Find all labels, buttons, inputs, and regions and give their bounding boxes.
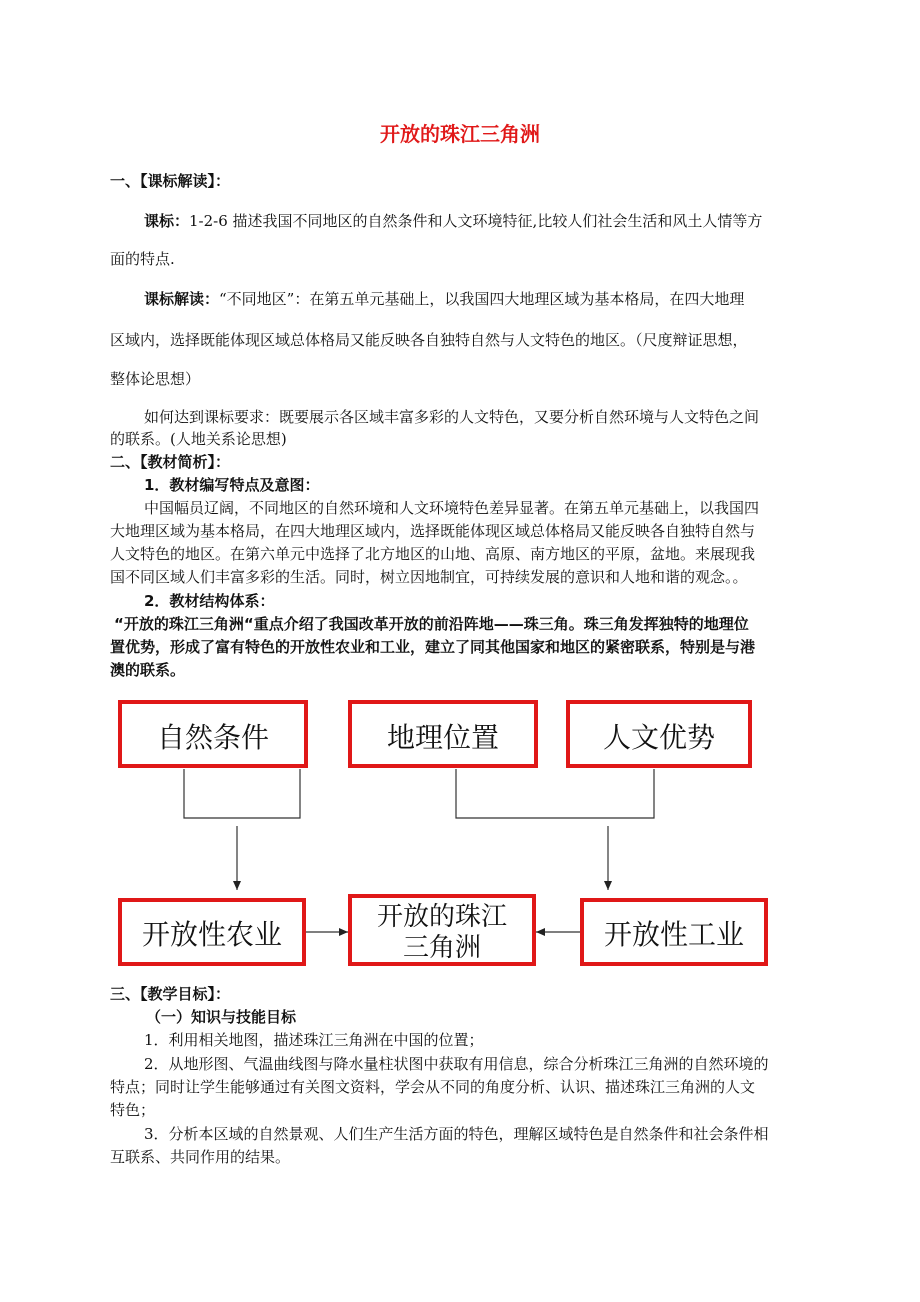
- goal-2-line-2: 特点；同时让学生能够通过有关图文资料，学会从不同的角度分析、认识、描述珠江三角洲的人文: [110, 1078, 756, 1096]
- section-3-heading: 三、【教学目标】：: [110, 985, 231, 1003]
- standard-label: 课标：: [144, 212, 190, 230]
- goal-3-line-2: 互联系、共同作用的结果。: [110, 1148, 291, 1166]
- box-center-label-line-2: 三角洲: [402, 933, 482, 963]
- box-open-industry-label: 开放性工业: [603, 918, 745, 951]
- structure-line-3: 澳的联系。: [110, 661, 186, 679]
- box-open-agriculture-label: 开放性农业: [141, 918, 283, 951]
- interpretation-text-1: “不同地区”：在第五单元基础上，以我国四大地理区域为基本格局，在四大地理: [219, 290, 745, 308]
- page-title: 开放的珠江三角洲: [380, 122, 540, 146]
- analysis-line-1: 中国幅员辽阔，不同地区的自然环境和人文环境特色差异显著。在第五单元基础上，以我国四: [144, 499, 760, 517]
- section-2-heading: 二、【教材简析】：: [110, 453, 231, 471]
- goal-2-line-1: 2．从地形图、气温曲线图与降水量柱状图中获取有用信息，综合分析珠江三角洲的自然环境的: [144, 1055, 769, 1073]
- standard-text-1: 1-2-6 描述我国不同地区的自然条件和人文环境特征,比较人们社会生活和风土人情等方: [189, 212, 763, 230]
- requirement-line-2: 的联系。(人地关系论思想): [110, 430, 287, 448]
- box-cultural-advantage-label: 人文优势: [602, 721, 716, 754]
- structure-line-1: “开放的珠江三角洲“重点介绍了我国改革开放的前沿阵地——珠三角。珠三角发挥独特的地理位: [114, 615, 749, 633]
- goal-2-line-3: 特色；: [110, 1101, 156, 1119]
- standard-line-2: 面的特点.: [110, 250, 175, 268]
- box-center-label-line-1: 开放的珠江: [376, 902, 508, 932]
- interpretation-line-2: 区域内，选择既能体现区域总体格局又能反映各自独特自然与人文特色的地区。（尺度辩证思想，: [110, 331, 748, 349]
- subsection-3-1-heading: （一）知识与技能目标: [146, 1008, 297, 1026]
- interpretation-line-3: 整体论思想）: [110, 370, 201, 388]
- analysis-line-4: 国不同区域人们丰富多彩的生活。同时，树立因地制宜，可持续发展的意识和人地和谐的观念。。: [110, 568, 748, 586]
- goal-3-line-1: 3．分析本区域的自然景观、人们生产生活方面的特色，理解区域特色是自然条件和社会条件相: [144, 1125, 769, 1143]
- interpretation-label: 课标解读：: [144, 290, 220, 308]
- box-natural-conditions-label: 自然条件: [156, 721, 270, 754]
- goal-1-line-1: 1．利用相关地图，描述珠江三角洲在中国的位置；: [144, 1031, 484, 1049]
- structure-line-2: 置优势，形成了富有特色的开放性农业和工业，建立了同其他国家和地区的紧密联系，特别是与港: [110, 638, 756, 656]
- requirement-line-1: 如何达到课标要求：既要展示各区域丰富多彩的人文特色，又要分析自然环境与人文特色之间: [144, 408, 760, 426]
- analysis-line-2: 大地理区域为基本格局，在四大地理区域内，选择既能体现区域总体格局又能反映各自独特自然与: [110, 522, 756, 540]
- connector-bracket-left: [184, 769, 300, 818]
- connector-bracket-right: [456, 769, 654, 818]
- box-geographic-location-label: 地理位置: [386, 721, 500, 754]
- subsection-2-1-heading: 1．教材编写特点及意图：: [144, 476, 320, 494]
- analysis-line-3: 人文特色的地区。在第六单元中选择了北方地区的山地、高原、南方地区的平原，盆地。来展现我: [110, 545, 756, 563]
- section-1-heading: 一、【课标解读】：: [110, 172, 231, 190]
- subsection-2-2-heading: 2．教材结构体系：: [144, 592, 275, 610]
